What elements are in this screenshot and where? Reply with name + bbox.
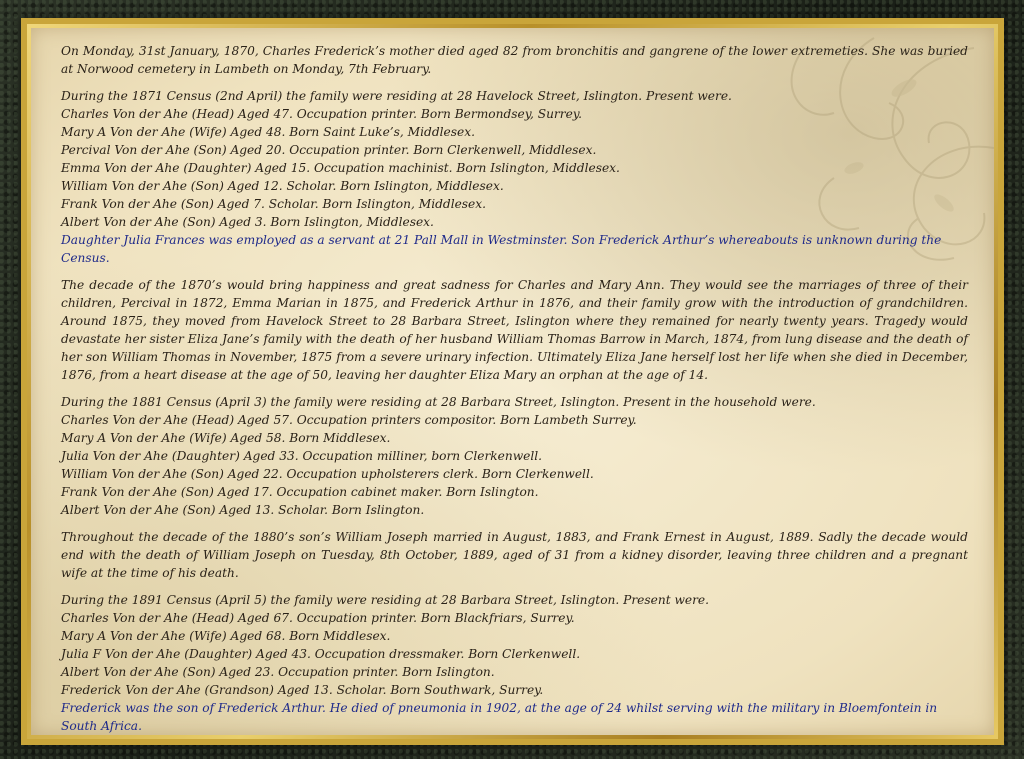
document-content <box>31 28 994 735</box>
census-1891-member: Frederick Von der Ahe (Grandson) Aged 13. Scholar. Born Southwark, Surrey. <box>61 683 544 697</box>
census-1891-member: Albert Von der Ahe (Son) Aged 23. Occupation printer. Born Islington. <box>61 665 495 679</box>
census-1871-member: Charles Von der Ahe (Head) Aged 47. Occupation printer. Born Bermondsey, Surrey. <box>61 107 582 121</box>
census-1891-member: Charles Von der Ahe (Head) Aged 67. Occupation printer. Born Blackfriars, Surrey. <box>61 611 575 625</box>
census-1871-note: Daughter Julia Frances was employed as a servant at 21 Pall Mall in Westminster. Son Frederick Arthur’s whereabouts is unknown during the Census. <box>61 233 942 265</box>
parchment-page <box>31 28 994 735</box>
paragraph-1880s-decade: Throughout the decade of the 1880’s son’s William Joseph married in August, 1883, and Frank Ernest in August, 1889. Sadly the decade would end with the death of William Joseph on Tuesday, 8th October, 1889, aged of 31 from a kidney disorder, leaving three children and a pregnant wife at the time of his death. <box>61 530 968 580</box>
census-1891-note: Frederick was the son of Frederick Arthur. He died of pneumonia in 1902, at the age of 24 whilst serving with the military in Bloemfontein in South Africa. <box>61 701 938 733</box>
paragraph-1870-death: On Monday, 31st January, 1870, Charles Frederick’s mother died aged 82 from bronchitis and gangrene of the lower extremeties. She was buried at Norwood cemetery in Lambeth on Monday, 7th February. <box>61 44 968 76</box>
census-1871-block <box>61 87 968 267</box>
census-1891-intro: During the 1891 Census (April 5) the family were residing at 28 Barbara Street, Islington. Present were. <box>61 593 710 607</box>
census-1881-member: Frank Von der Ahe (Son) Aged 17. Occupation cabinet maker. Born Islington. <box>61 485 539 499</box>
census-1881-block <box>61 393 968 519</box>
paragraph-1870s-decade: The decade of the 1870’s would bring happiness and great sadness for Charles and Mary Ann. They would see the marriages of three of their children, Percival in 1872, Emma Marian in 1875, and Frederick Arthur in 1876, and their family grow with the introduction of grandchildren. Around 1875, they moved from Havelock Street to 28 Barbara Street, Islington where they remained for nearly twenty years. Tragedy would devastate her sister Eliza Jane’s family with the death of her husband William Thomas Barrow in March, 1874, from lung disease and the death of her son William Thomas in November, 1875 from a severe urinary infection. Ultimately Eliza Jane herself lost her life when she died in December, 1876, from a heart disease at the age of 50, leaving her daughter Eliza Mary an orphan at the age of 14. <box>61 278 968 382</box>
census-1891-member: Julia F Von der Ahe (Daughter) Aged 43. Occupation dressmaker. Born Clerkenwell. <box>61 647 581 661</box>
census-1881-intro: During the 1881 Census (April 3) the family were residing at 28 Barbara Street, Islington. Present in the household were. <box>61 395 816 409</box>
census-1871-intro: During the 1871 Census (2nd April) the family were residing at 28 Havelock Street, Islington. Present were. <box>61 89 732 103</box>
census-1871-member: Emma Von der Ahe (Daughter) Aged 15. Occupation machinist. Born Islington, Middlesex. <box>61 161 620 175</box>
census-1871-member: Albert Von der Ahe (Son) Aged 3. Born Islington, Middlesex. <box>61 215 434 229</box>
census-1881-member: Mary A Von der Ahe (Wife) Aged 58. Born Middlesex. <box>61 431 391 445</box>
census-1881-member: Albert Von der Ahe (Son) Aged 13. Scholar. Born Islington. <box>61 503 425 517</box>
census-1871-member: Mary A Von der Ahe (Wife) Aged 48. Born Saint Luke’s, Middlesex. <box>61 125 475 139</box>
census-1871-member: William Von der Ahe (Son) Aged 12. Scholar. Born Islington, Middlesex. <box>61 179 504 193</box>
census-1881-member: William Von der Ahe (Son) Aged 22. Occupation upholsterers clerk. Born Clerkenwell. <box>61 467 594 481</box>
census-1871-member: Percival Von der Ahe (Son) Aged 20. Occupation printer. Born Clerkenwell, Middlesex. <box>61 143 597 157</box>
gold-frame <box>21 18 1004 745</box>
census-1891-block <box>61 591 968 735</box>
census-1881-member: Charles Von der Ahe (Head) Aged 57. Occupation printers compositor. Born Lambeth Surrey. <box>61 413 637 427</box>
census-1891-member: Mary A Von der Ahe (Wife) Aged 68. Born Middlesex. <box>61 629 391 643</box>
census-1881-member: Julia Von der Ahe (Daughter) Aged 33. Occupation milliner, born Clerkenwell. <box>61 449 543 463</box>
census-1871-member: Frank Von der Ahe (Son) Aged 7. Scholar. Born Islington, Middlesex. <box>61 197 487 211</box>
